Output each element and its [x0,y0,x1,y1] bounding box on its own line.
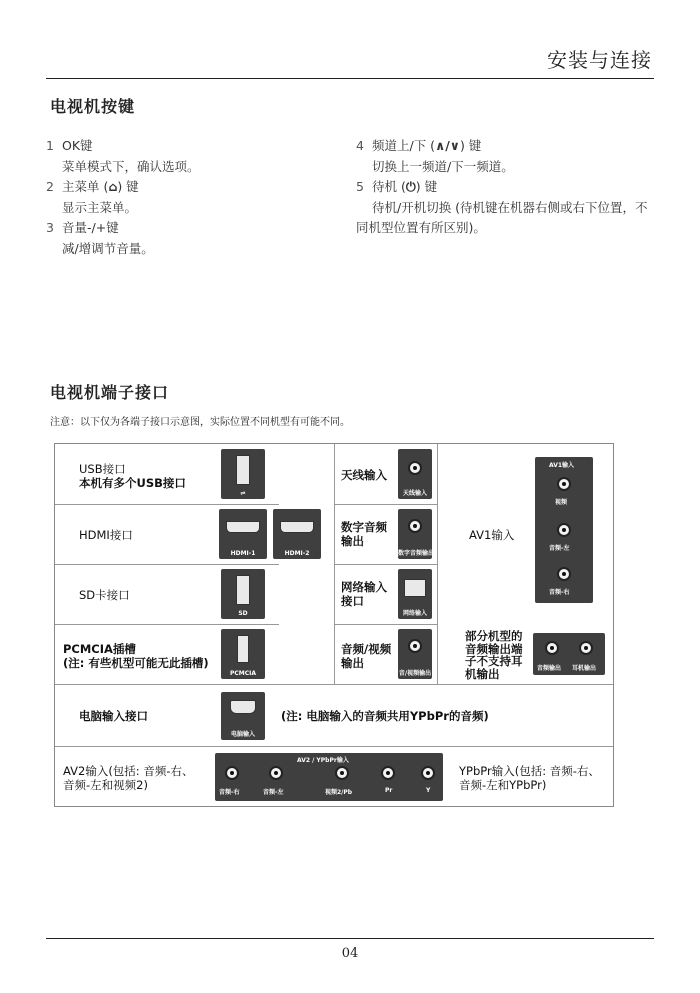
item-name: 待机 ( [372,179,406,194]
network-caption: 网络输入 [402,610,427,617]
power-icon: ⏻ [405,179,416,194]
section-title-buttons: 电视机按键 [50,97,136,116]
earphone-caption: 耳机输出 [572,665,597,672]
pcmcia-line1: PCMCIA插槽 [63,642,136,656]
grid-line [55,684,613,685]
av-output-caption: 音/视频输出 [398,670,432,677]
grid-line [437,444,438,684]
av2-jack-label: 视频2/Pb [325,789,353,796]
hdmi-2-port-icon [273,509,321,559]
pc-input-label: 电脑输入接口 [79,709,148,723]
pcmcia-slot [237,635,249,663]
grid-line [55,564,279,565]
earphone-caption: 音频输出 [537,665,562,672]
item-name: 频道上/下 ( [372,138,436,153]
home-icon: ⌂ [108,179,118,194]
usb-symbol-icon: ⇌ [240,490,246,497]
av2-jack [225,766,239,780]
grid-line [334,624,437,625]
item-number: 5 [356,179,364,194]
sd-label: SD卡接口 [79,588,130,602]
list-item [356,136,656,157]
item-number: 2 [46,179,54,194]
av1-jack-label: 视频 [555,499,568,506]
av1-panel-title: AV1输入 [549,462,575,469]
header-rule [46,78,654,79]
ypbpr-line2: 音频-左和YPbPr) [459,778,547,792]
ypbpr-line1: YPbPr输入(包括: 音频-右、 [459,764,600,778]
hdmi-1-caption: HDMI-1 [230,550,256,557]
hdmi-2-caption: HDMI-2 [284,550,310,557]
av-output-label [341,642,391,670]
av1-jack-audio-left [557,523,571,537]
item-desc: 待机/开机切换 (待机键在机器右侧或右下位置，不同机型位置有所区别)。 [356,199,648,235]
list-item [46,136,336,157]
av2-panel-title: AV2 / YPbPr输入 [297,757,349,764]
digital-audio-line2: 输出 [341,534,364,548]
sd-port-icon [221,569,265,619]
av2-ypbpr-panel-icon [215,753,443,801]
item-name-suffix: ) 键 [415,179,438,194]
grid-line [334,624,335,684]
pcmcia-caption: PCMCIA [229,670,257,677]
item-desc: 显示主菜单。 [62,199,138,215]
ports-table [54,443,614,807]
network-label [341,580,387,608]
audio-output-jack [545,641,559,655]
earphone-output-jack [579,641,593,655]
antenna-caption: 天线输入 [402,490,427,497]
av2-line1: AV2输入(包括: 音频-右、 [63,764,194,778]
usb-label [79,462,186,490]
sd-slot [236,575,250,605]
av2-line2: 音频-左和视频2) [63,778,148,792]
item-number: 4 [356,138,364,153]
av-output-line1: 音频/视频 [341,642,392,656]
page-number: 04 [341,946,359,961]
network-line1: 网络输入 [341,580,387,594]
item-name: 主菜单 ( [62,179,109,194]
av1-jack-audio-right [557,567,571,581]
network-line2: 接口 [341,594,364,608]
item-desc: 减/增调节音量。 [62,240,154,256]
earphone-note [465,630,523,680]
av1-panel-icon [535,457,593,603]
antenna-label: 天线输入 [341,468,387,482]
hdmi-1-port-icon [219,509,267,559]
item-name: 音量-/+键 [62,220,119,235]
av2-jack-label: 音频-右 [219,789,240,796]
pc-input-note: (注: 电脑输入的音频共用YPbPr的音频) [281,709,489,723]
digital-audio-line1: 数字音频 [341,520,387,534]
digital-audio-label [341,520,387,548]
av-output-jack [408,639,422,653]
earphone-note-line: 机输出 [465,666,500,681]
antenna-jack [408,461,422,475]
av2-jack [335,766,349,780]
av1-jack-label: 音频-右 [549,589,570,596]
pcmcia-port-icon [221,629,265,679]
hdmi-slot [226,521,260,533]
item-desc: 菜单模式下，确认选项。 [62,158,200,174]
network-port-icon [398,569,432,619]
vga-port-icon [221,692,265,740]
section-title-ports: 电视机端子接口 [50,383,170,402]
pcmcia-line2: (注: 有些机型可能无此插槽) [63,656,209,670]
av2-jack-label: Y [426,787,431,794]
sd-logo-icon: SD [238,610,248,617]
usb-label-line1: USB接口 [79,462,126,476]
av2-label [63,764,193,792]
grid-line [55,504,279,505]
antenna-port-icon [398,449,432,499]
footer-rule [46,938,654,939]
grid-line [55,624,279,625]
item-number: 1 [46,138,54,153]
channel-arrows-icon: ∧/∨ [435,138,460,153]
hdmi-slot [280,521,314,533]
item-number: 3 [46,220,54,235]
optical-jack [408,519,422,533]
earphone-note-line: 部分机型的 [465,629,523,643]
list-item [356,177,656,198]
rj45-slot [404,579,426,597]
av1-jack-video [557,477,571,491]
av-output-port-icon [398,629,432,679]
av-output-line2: 输出 [341,656,364,670]
list-item [46,177,336,198]
hdmi-label: HDMI接口 [79,528,133,542]
digital-audio-port-icon [398,509,435,559]
page-header-title: 安装与连接 [547,48,652,72]
button-list-left [46,136,336,259]
digital-audio-caption: 数字音频输出 [398,550,435,557]
item-name-suffix: ) 键 [117,179,139,194]
button-list-right [356,136,656,239]
av1-label: AV1输入 [469,528,515,542]
earphone-note-line: 子不支持耳 [465,654,523,668]
ypbpr-label [459,764,600,792]
av2-jack [421,766,435,780]
list-item [46,218,336,239]
ports-note: 注意：以下仅为各端子接口示意图，实际位置不同机型有可能不同。 [50,417,350,428]
item-name: OK键 [62,138,93,153]
av2-jack-label: Pr [385,787,393,794]
grid-line [55,746,613,747]
earphone-panel-icon [533,633,605,675]
av2-jack-label: 音频-左 [263,789,284,796]
pcmcia-label [63,642,209,670]
grid-line [334,564,437,565]
item-desc: 切换上一频道/下一频道。 [372,158,514,174]
usb-label-line2: 本机有多个USB接口 [79,476,186,490]
av2-jack [381,766,395,780]
earphone-note-line: 音频输出端 [465,641,523,656]
usb-port-icon [221,449,265,499]
item-name-suffix: ) 键 [459,138,482,153]
usb-slot [236,455,250,485]
vga-slot [230,700,256,714]
grid-line [334,504,437,505]
av2-jack [269,766,283,780]
pc-input-caption: 电脑输入 [230,731,255,738]
av1-jack-label: 音频-左 [549,545,570,552]
